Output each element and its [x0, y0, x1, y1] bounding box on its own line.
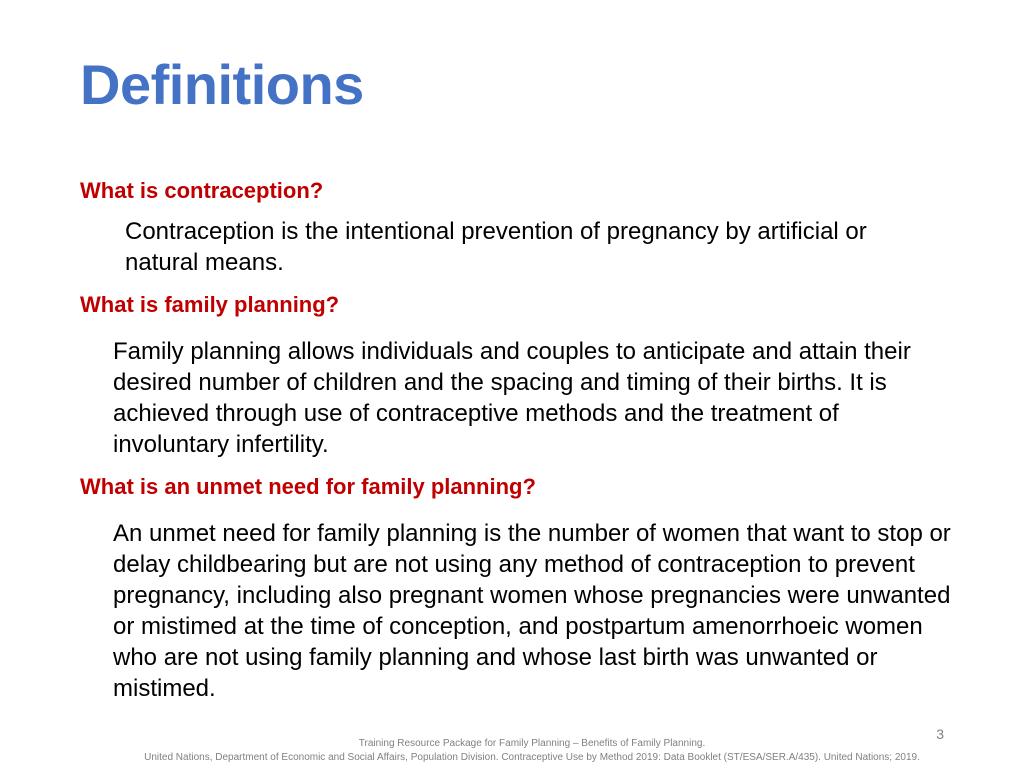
- footer-source-line-1: Training Resource Package for Family Planning – Benefits of Family Planning.: [358, 738, 706, 749]
- answer-unmet-need: An unmet need for family planning is the number of women that want to stop or delay childbearing but are not using any method of contraception to prevent pregnancy, including also pregnant women whose pregnancies were unwanted or mistimed at the time of conception, and postpartum amenorrhoeic women who are not using family planning and whose last birth was unwanted or mistimed.: [113, 520, 951, 702]
- answer-family-planning: Family planning allows individuals and couples to anticipate and attain their desired number of children and the spacing and timing of their births. It is achieved through use of contraceptive methods and the treatment of involuntary infertility.: [113, 338, 911, 458]
- question-unmet-need: What is an unmet need for family planning?: [80, 474, 536, 499]
- answer-contraception: Contraception is the intentional prevention of pregnancy by artificial or natural means.: [125, 218, 867, 276]
- page-number: 3: [936, 726, 944, 742]
- footer-source-line-2: United Nations, Department of Economic and Social Affairs, Population Division. Contraceptive Use by Method 2019: Data Booklet (ST/ESA/SER.A/435). United Nations; 2019.: [144, 752, 920, 763]
- question-family-planning: What is family planning?: [80, 292, 340, 317]
- question-contraception: What is contraception?: [80, 178, 324, 203]
- slide-title: Definitions: [80, 53, 364, 116]
